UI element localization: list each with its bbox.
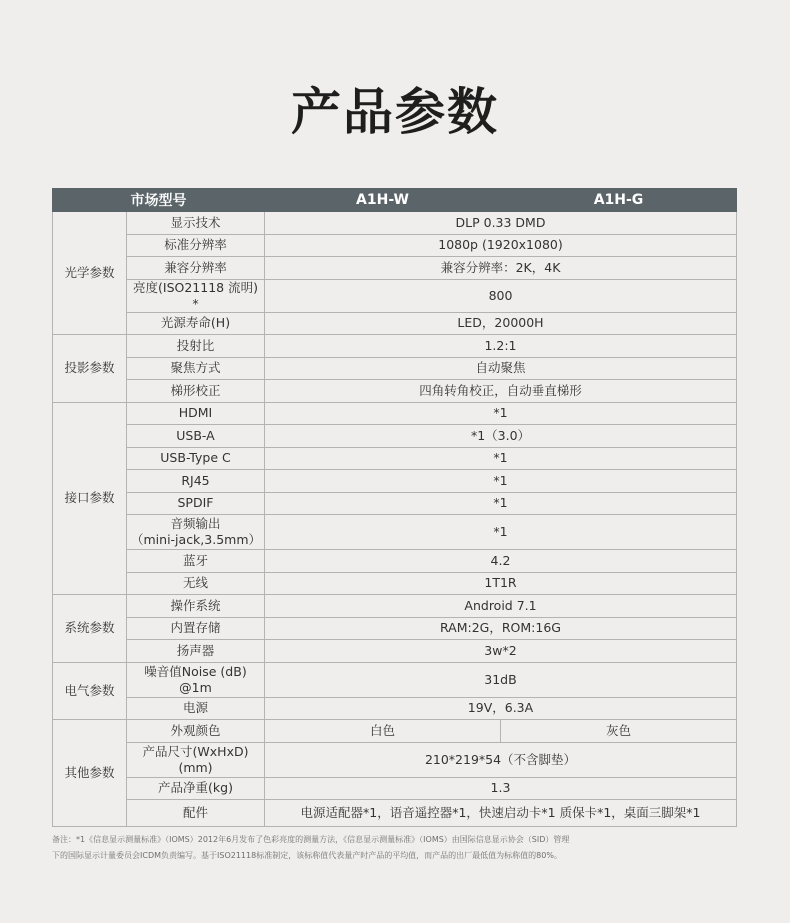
row-label: SPDIF [127, 492, 265, 515]
table-row [53, 312, 737, 335]
table-row [53, 402, 737, 425]
row-label: 显示技术 [127, 212, 265, 235]
row-value: *1 [265, 470, 737, 493]
row-label-line1: 音频输出 [170, 516, 221, 531]
row-value: 1.2:1 [265, 335, 737, 358]
row-value: 3w*2 [265, 640, 737, 663]
group-label: 电气参数 [53, 662, 127, 720]
row-value: *1 [265, 402, 737, 425]
row-label: 兼容分辨率 [127, 257, 265, 280]
page-title: 产品参数 [291, 83, 499, 141]
row-label: 内置存储 [127, 617, 265, 640]
header-model-w: A1H-W [265, 189, 501, 212]
row-label: 投射比 [127, 335, 265, 358]
table-row [53, 800, 737, 827]
table-row [53, 212, 737, 235]
group-label: 光学参数 [53, 212, 127, 335]
row-value: 兼容分辨率：2K，4K [265, 257, 737, 280]
color-white: 白色 [265, 720, 501, 743]
row-label [127, 662, 265, 697]
table-row [53, 640, 737, 663]
table-row [53, 697, 737, 720]
row-label: 操作系统 [127, 595, 265, 618]
row-value: 自动聚焦 [265, 357, 737, 380]
row-label: 梯形校正 [127, 380, 265, 403]
table-row [53, 595, 737, 618]
row-value: 电源适配器*1，语音遥控器*1，快速启动卡*1 质保卡*1，桌面三脚架*1 [265, 800, 737, 827]
row-value: *1 [265, 447, 737, 470]
row-label [127, 515, 265, 550]
row-label-line2: (mm) [178, 759, 213, 775]
table-row [53, 617, 737, 640]
row-label: 配件 [127, 800, 265, 827]
row-label: 光源寿命(H) [127, 312, 265, 335]
footnote-line1: 备注：*1《信息显示测量标准》（IOMS）2012年6月发布了色彩亮度的测量方法，《信息显示测量标准》（IOMS）由国际信息显示协会（SID）管理 [52, 835, 570, 844]
table-row [53, 470, 737, 493]
table-row [53, 425, 737, 448]
group-label: 接口参数 [53, 402, 127, 595]
header-row [53, 189, 737, 212]
table-row [53, 335, 737, 358]
row-value: *1（3.0） [265, 425, 737, 448]
table-row [53, 742, 737, 777]
row-label: RJ45 [127, 470, 265, 493]
header-model-g: A1H-G [501, 189, 737, 212]
group-label: 系统参数 [53, 595, 127, 663]
row-label: 电源 [127, 697, 265, 720]
color-gray: 灰色 [501, 720, 737, 743]
table-row [53, 357, 737, 380]
row-value: LED，20000H [265, 312, 737, 335]
row-label-line2: @1m [179, 679, 212, 695]
row-value: 210*219*54（不含脚垫） [265, 742, 737, 777]
row-label: 标准分辨率 [127, 234, 265, 257]
row-value: 1.3 [265, 777, 737, 800]
row-label: 产品净重(kg) [127, 777, 265, 800]
table-row [53, 257, 737, 280]
row-label: HDMI [127, 402, 265, 425]
table-row [53, 279, 737, 312]
table-row [53, 447, 737, 470]
table-row [53, 234, 737, 257]
table-row [53, 777, 737, 800]
footnote [52, 832, 752, 864]
row-value: 1080p (1920x1080) [265, 234, 737, 257]
row-value: 4.2 [265, 550, 737, 573]
row-label: 亮度(ISO21118 流明) * [127, 279, 265, 312]
row-value: DLP 0.33 DMD [265, 212, 737, 235]
row-label: 外观颜色 [127, 720, 265, 743]
row-value: 19V，6.3A [265, 697, 737, 720]
table-row [53, 515, 737, 550]
table-row [53, 380, 737, 403]
row-label: USB-Type C [127, 447, 265, 470]
row-label-line1: 噪音值Noise (dB) [144, 663, 247, 679]
header-model: 市场型号 [53, 189, 265, 212]
row-label [127, 742, 265, 777]
row-value: Android 7.1 [265, 595, 737, 618]
row-value: 31dB [265, 662, 737, 697]
row-value: *1 [265, 492, 737, 515]
row-value: RAM:2G，ROM:16G [265, 617, 737, 640]
spec-table [52, 188, 737, 827]
footnote-line2: 下的国际显示计量委员会ICDM负责编写。基于ISO21118标准制定，该标称值代表量产时产品的平均值，而产品的出厂最低值为标称值的80%。 [52, 851, 562, 860]
table-row [53, 550, 737, 573]
row-label: USB-A [127, 425, 265, 448]
row-value: 四角转角校正，自动垂直梯形 [265, 380, 737, 403]
row-label-line2: （mini-jack,3.5mm） [131, 532, 262, 547]
row-label: 蓝牙 [127, 550, 265, 573]
table-row [53, 492, 737, 515]
row-label: 无线 [127, 572, 265, 595]
row-label-line1: 产品尺寸(WxHxD) [142, 743, 249, 759]
table-row [53, 720, 737, 743]
table-row [53, 572, 737, 595]
group-label: 投影参数 [53, 335, 127, 403]
row-value: *1 [265, 515, 737, 550]
row-label: 聚焦方式 [127, 357, 265, 380]
row-label: 扬声器 [127, 640, 265, 663]
row-value: 1T1R [265, 572, 737, 595]
row-value: 800 [265, 279, 737, 312]
table-row [53, 662, 737, 697]
group-label: 其他参数 [53, 720, 127, 827]
